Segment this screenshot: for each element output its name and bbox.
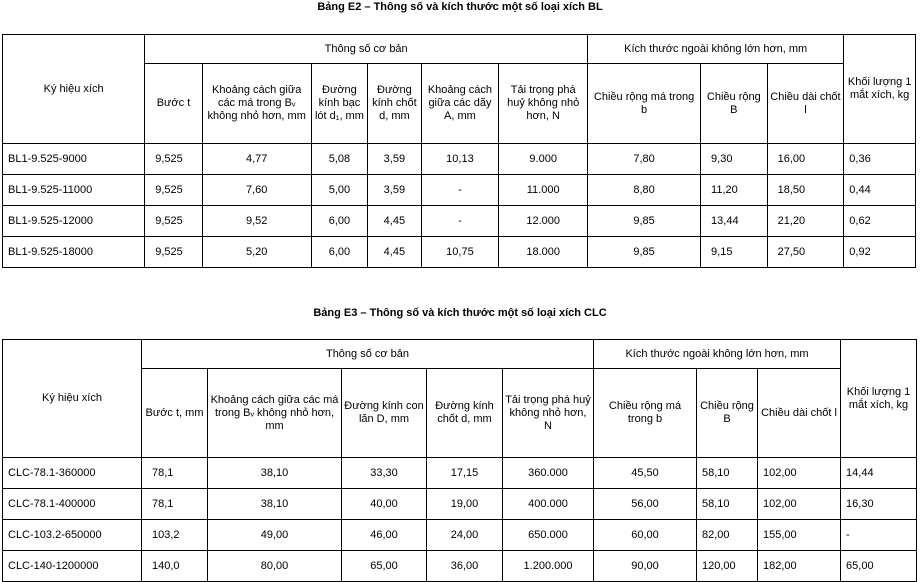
header-width-b: Chiều rộng B [697, 369, 758, 458]
cell: 120,00 [697, 551, 758, 582]
cell: 11,20 [701, 175, 768, 206]
cell: 80,00 [208, 551, 342, 582]
cell: 17,15 [427, 458, 503, 489]
cell: 7,80 [588, 144, 701, 175]
cell: 400.000 [503, 489, 594, 520]
cell: 6,00 [311, 237, 367, 268]
header-mass: Khối lượng 1 mắt xích, kg [841, 340, 917, 458]
cell: - [421, 175, 499, 206]
header-pin: Đường kính chốt d, mm [427, 369, 503, 458]
table-row [3, 520, 917, 551]
cell: 21,20 [767, 206, 844, 237]
cell: 18,50 [767, 175, 844, 206]
table-row [3, 206, 916, 237]
cell: 5,00 [311, 175, 367, 206]
table-row [3, 175, 916, 206]
header-step: Bước t [145, 64, 203, 144]
table-row [3, 551, 917, 582]
header-outer-group: Kích thước ngoài không lớn hơn, mm [588, 35, 844, 64]
cell: 36,00 [427, 551, 503, 582]
cell: 8,80 [588, 175, 701, 206]
cell-symbol: CLC-140-1200000 [3, 551, 142, 582]
cell: 65,00 [342, 551, 427, 582]
header-load: Tải trọng phá huỷ không nhỏ hơn, N [499, 64, 588, 144]
cell: 102,00 [758, 458, 841, 489]
cell-symbol: BL1-9.525-12000 [3, 206, 145, 237]
cell-symbol: CLC-78.1-400000 [3, 489, 142, 520]
cell: 3,59 [368, 175, 421, 206]
cell: 9.000 [499, 144, 588, 175]
cell-symbol: BL1-9.525-18000 [3, 237, 145, 268]
cell: 182,00 [758, 551, 841, 582]
header-bushing: Đường kính bạc lót d₁, mm [311, 64, 367, 144]
header-pin: Đường kính chốt d, mm [368, 64, 421, 144]
cell: 4,45 [368, 237, 421, 268]
cell: 33,30 [342, 458, 427, 489]
cell: 9,525 [145, 144, 203, 175]
cell: 9,525 [145, 237, 203, 268]
cell: 9,30 [701, 144, 768, 175]
header-symbol: Ký hiệu xích [3, 340, 142, 458]
cell-symbol: CLC-103.2-650000 [3, 520, 142, 551]
cell-symbol: BL1-9.525-9000 [3, 144, 145, 175]
cell: 38,10 [208, 489, 342, 520]
header-gap: Khoảng cách giữa các má trong Bᵥ không nhỏ hơn, mm [208, 369, 342, 458]
table2-caption: Bảng E3 – Thông số và kích thước một số loại xích CLC [313, 307, 607, 319]
table-row [3, 458, 917, 489]
cell: 9,85 [588, 206, 701, 237]
cell: 1.200.000 [503, 551, 594, 582]
cell: 14,44 [841, 458, 917, 489]
cell: 40,00 [342, 489, 427, 520]
header-mass: Khối lượng 1 mắt xích, kg [844, 35, 916, 144]
cell: 78,1 [142, 458, 208, 489]
cell: 56,00 [594, 489, 697, 520]
header-inner-width: Chiều rộng má trong b [594, 369, 697, 458]
header-roller: Đường kính con lăn D, mm [342, 369, 427, 458]
clc-chain-table [2, 339, 917, 582]
cell: 0,44 [844, 175, 916, 206]
cell: 10,13 [421, 144, 499, 175]
cell: 360.000 [503, 458, 594, 489]
cell: 58,10 [697, 458, 758, 489]
cell: 9,15 [701, 237, 768, 268]
cell: 10,75 [421, 237, 499, 268]
cell: 16,00 [767, 144, 844, 175]
cell: 102,00 [758, 489, 841, 520]
header-load: Tải trọng phá huỷ không nhỏ hơn, N [503, 369, 594, 458]
header-width-b: Chiều rộng B [701, 64, 768, 144]
cell: 13,44 [701, 206, 768, 237]
cell: 0,92 [844, 237, 916, 268]
header-symbol: Ký hiệu xích [3, 35, 145, 144]
cell: 65,00 [841, 551, 917, 582]
cell: - [421, 206, 499, 237]
cell: 16,30 [841, 489, 917, 520]
cell: 9,525 [145, 206, 203, 237]
cell: 19,00 [427, 489, 503, 520]
table-row [3, 144, 916, 175]
cell: 140,0 [142, 551, 208, 582]
cell: 9,525 [145, 175, 203, 206]
cell: 24,00 [427, 520, 503, 551]
bl-chain-table [2, 34, 916, 268]
header-basic-group: Thông số cơ bản [142, 340, 594, 369]
cell: 90,00 [594, 551, 697, 582]
cell: 9,85 [588, 237, 701, 268]
header-gap: Khoảng cách giữa các má trong Bᵥ không nhỏ hơn, mm [202, 64, 311, 144]
cell: 4,77 [202, 144, 311, 175]
cell: 3,59 [368, 144, 421, 175]
header-pin-length: Chiều dài chốt l [758, 369, 841, 458]
cell: 155,00 [758, 520, 841, 551]
table-row [3, 489, 917, 520]
cell: 45,50 [594, 458, 697, 489]
cell: 46,00 [342, 520, 427, 551]
header-inner-width: Chiều rộng má trong b [588, 64, 701, 144]
cell: 78,1 [142, 489, 208, 520]
cell-symbol: CLC-78.1-360000 [3, 458, 142, 489]
cell: 0,36 [844, 144, 916, 175]
cell: 82,00 [697, 520, 758, 551]
cell: 5,08 [311, 144, 367, 175]
cell: 18.000 [499, 237, 588, 268]
header-outer-group: Kích thước ngoài không lớn hơn, mm [594, 340, 841, 369]
header-pin-length: Chiều dài chốt l [767, 64, 844, 144]
cell: 6,00 [311, 206, 367, 237]
cell: 11.000 [499, 175, 588, 206]
cell: 49,00 [208, 520, 342, 551]
cell: 650.000 [503, 520, 594, 551]
cell: 7,60 [202, 175, 311, 206]
table-row [3, 237, 916, 268]
cell: 60,00 [594, 520, 697, 551]
cell-symbol: BL1-9.525-11000 [3, 175, 145, 206]
cell: 4,45 [368, 206, 421, 237]
cell: 103,2 [142, 520, 208, 551]
header-step: Bước t, mm [142, 369, 208, 458]
header-rows: Khoảng cách giữa các dãy A, mm [421, 64, 499, 144]
cell: 27,50 [767, 237, 844, 268]
cell: 5,20 [202, 237, 311, 268]
cell: 38,10 [208, 458, 342, 489]
table1-caption: Bảng E2 – Thông số và kích thước một số loại xích BL [317, 1, 603, 13]
cell: 0,62 [844, 206, 916, 237]
cell: 9,52 [202, 206, 311, 237]
cell: 12.000 [499, 206, 588, 237]
header-basic-group: Thông số cơ bản [145, 35, 588, 64]
cell: 58,10 [697, 489, 758, 520]
cell: - [841, 520, 917, 551]
